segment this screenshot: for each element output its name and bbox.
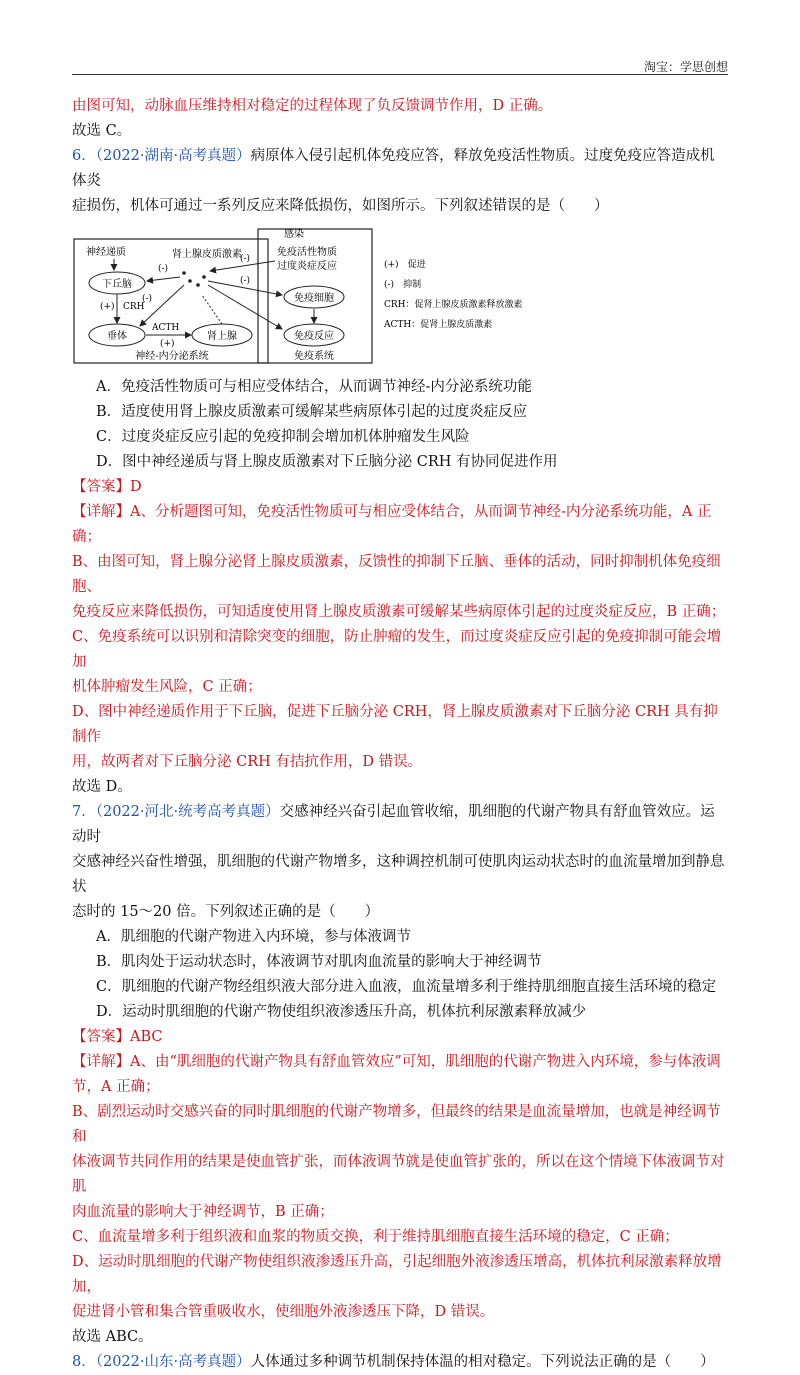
immune-resp-label: 免疫反应	[294, 331, 334, 342]
q7-stem-line2: 交感神经兴奋性增强，肌细胞的代谢产物增多，这种调控机制可使肌肉运动状态时的血流量增加到静息状	[72, 854, 725, 895]
q7-detail-6: C、血流量增多利于组织液和血浆的物质交换，利于维持肌细胞直接生活环境的稳定，C 正确；	[72, 1229, 679, 1245]
immune-system-label: 免疫系统	[294, 351, 334, 362]
q6-source: （2022·湖南·高考真题）	[95, 148, 251, 164]
q7-option-c: C．肌细胞的代谢产物经组织液大部分进入血液，血流量增多利于维持肌细胞直接生活环境的稳定	[96, 979, 717, 995]
acth-label: ACTH	[152, 323, 180, 333]
infection-label: 感染	[284, 229, 304, 240]
q6-stem-line2: 症损伤，机体可通过一系列反应来降低损伤，如图所示。下列叙述错误的是（ ）	[72, 198, 609, 214]
prev-conclusion: 故选 C。	[72, 123, 132, 139]
q7-detail-5: 肉血流量的影响大于神经调节，B 正确；	[72, 1204, 334, 1220]
minus-label-1: (-)	[158, 264, 169, 274]
header-rule	[72, 74, 728, 75]
minus-label-3: (-)	[240, 254, 251, 264]
q7-answer: 【答案】ABC	[72, 1029, 163, 1045]
q8-number: 8．	[72, 1354, 96, 1370]
prev-explanation: 由图可知，动脉血压维持相对稳定的过程体现了负反馈调节作用，D 正确。	[72, 98, 553, 114]
q6-detail-1: 【详解】A、分析题图可知，免疫活性物质可与相应受体结合，从而调节神经-内分泌系统功能，A 正确；	[72, 504, 712, 545]
plus-label-crh: (+)	[100, 302, 115, 312]
legend-plus: (+) 促进	[384, 260, 426, 270]
q6-number: 6．	[72, 148, 96, 164]
pituitary-label: 垂体	[107, 331, 127, 342]
q7-detail-1: 【详解】A、由“肌细胞的代谢产物具有舒血管效应”可知，肌细胞的代谢产物进入内环境，参与体液调	[72, 1054, 721, 1070]
q6-detail-4: C、免疫系统可以识别和清除突变的细胞，防止肿瘤的发生，而过度炎症反应引起的免疫抑制可能会增加	[72, 629, 722, 670]
minus-label-2: (-)	[142, 294, 153, 304]
q8-stem-line1: 人体通过多种调节机制保持体温的相对稳定。下列说法正确的是（ ）	[250, 1354, 715, 1370]
q8-source: （2022·山东·高考真题）	[95, 1354, 251, 1370]
q7-conclusion: 故选 ABC。	[72, 1329, 153, 1345]
legend-minus: (-) 抑制	[384, 280, 422, 290]
q7-number: 7．	[72, 804, 96, 820]
crh-label: CRH	[123, 302, 145, 312]
q6-detail-6: D、图中神经递质作用于下丘脑，促进下丘脑分泌 CRH，肾上腺皮质激素对下丘脑分泌 CRH 具有抑制作	[72, 704, 718, 745]
q7-stem-line1: 交感神经兴奋引起血管收缩，肌细胞的代谢产物具有舒血管效应。运动时	[72, 804, 715, 845]
q6-option-d: D．图中神经递质与肾上腺皮质激素对下丘脑分泌 CRH 有协同促进作用	[96, 454, 558, 470]
q7-detail-7: D、运动时肌细胞的代谢产物使组织液渗透压升高，引起细胞外液渗透压增高，机体抗利尿激素释放增加，	[72, 1254, 722, 1295]
adrenal-label: 肾上腺	[207, 331, 237, 342]
immune-active-label: 免疫活性物质	[277, 247, 337, 258]
excess-inflam-label: 过度炎症反应	[277, 261, 337, 272]
q7-option-a: A．肌细胞的代谢产物进入内环境，参与体液调节	[96, 929, 411, 945]
q6-option-b: B．适度使用肾上腺皮质激素可缓解某些病原体引起的过度炎症反应	[96, 404, 528, 420]
page-content	[72, 94, 728, 1375]
q6-detail-7: 用，故两者对下丘脑分泌 CRH 有拮抗作用，D 错误。	[72, 754, 423, 770]
q6-option-c: C．过度炎症反应引起的免疫抑制会增加机体肿瘤发生风险	[96, 429, 470, 445]
neuro-system-label: 神经-内分泌系统	[135, 351, 209, 362]
q6-conclusion: 故选 D。	[72, 779, 132, 795]
q6-detail-5: 机体肿瘤发生风险，C 正确；	[72, 679, 262, 695]
q7-detail-8: 促进肾小管和集合管重吸收水，使细胞外液渗透压下降，D 错误。	[72, 1304, 495, 1320]
q6-diagram	[72, 225, 728, 365]
neurotransmitter-label: 神经递质	[86, 247, 126, 258]
cortisol-label: 肾上腺皮质激素	[172, 249, 242, 260]
legend-acth: ACTH：促肾上腺皮质激素	[384, 320, 493, 330]
q6-option-a: A．免疫活性物质可与相应受体结合，从而调节神经-内分泌系统功能	[96, 379, 532, 395]
immune-cell-label: 免疫细胞	[294, 293, 334, 304]
q7-detail-2: 节，A 正确；	[72, 1079, 160, 1095]
q7-stem	[72, 800, 728, 850]
hypothalamus-label: 下丘脑	[102, 279, 132, 290]
plus-label-acth: (+)	[160, 339, 175, 349]
q6-stem	[72, 144, 728, 194]
q6-detail-3: 免疫反应来降低损伤，可知适度使用肾上腺皮质激素可缓解某些病原体引起的过度炎症反应，B 正确；	[72, 604, 726, 620]
q8-stem	[72, 1350, 728, 1375]
minus-label-4: (-)	[240, 276, 251, 286]
q6-stem-line1: 病原体入侵引起机体免疫应答，释放免疫活性物质。过度免疫应答造成机体炎	[72, 148, 715, 189]
q6-answer: 【答案】D	[72, 479, 142, 495]
q7-stem-line3: 态时的 15～20 倍。下列叙述正确的是（ ）	[72, 904, 380, 920]
q7-source: （2022·河北·统考高考真题）	[95, 804, 280, 820]
q6-detail-2: B、由图可知，肾上腺分泌肾上腺皮质激素，反馈性的抑制下丘脑、垂体的活动，同时抑制机体免疫细胞、	[72, 554, 721, 595]
q7-option-d: D．运动时肌细胞的代谢产物使组织液渗透压升高，机体抗利尿激素释放减少	[96, 1004, 587, 1020]
q7-detail-3: B、剧烈运动时交感兴奋的同时肌细胞的代谢产物增多，但最终的结果是血流量增加，也就是神经调节和	[72, 1104, 721, 1145]
legend-crh: CRH：促肾上腺皮质激素释放激素	[384, 300, 523, 310]
header-text: 淘宝：学思创想	[643, 60, 728, 74]
q7-option-b: B．肌肉处于运动状态时，体液调节对肌肉血流量的影响大于神经调节	[96, 954, 542, 970]
q7-detail-4: 体液调节共同作用的结果是使血管扩张，而体液调节就是使血管扩张的，所以在这个情境下体液调节对肌	[72, 1154, 725, 1195]
